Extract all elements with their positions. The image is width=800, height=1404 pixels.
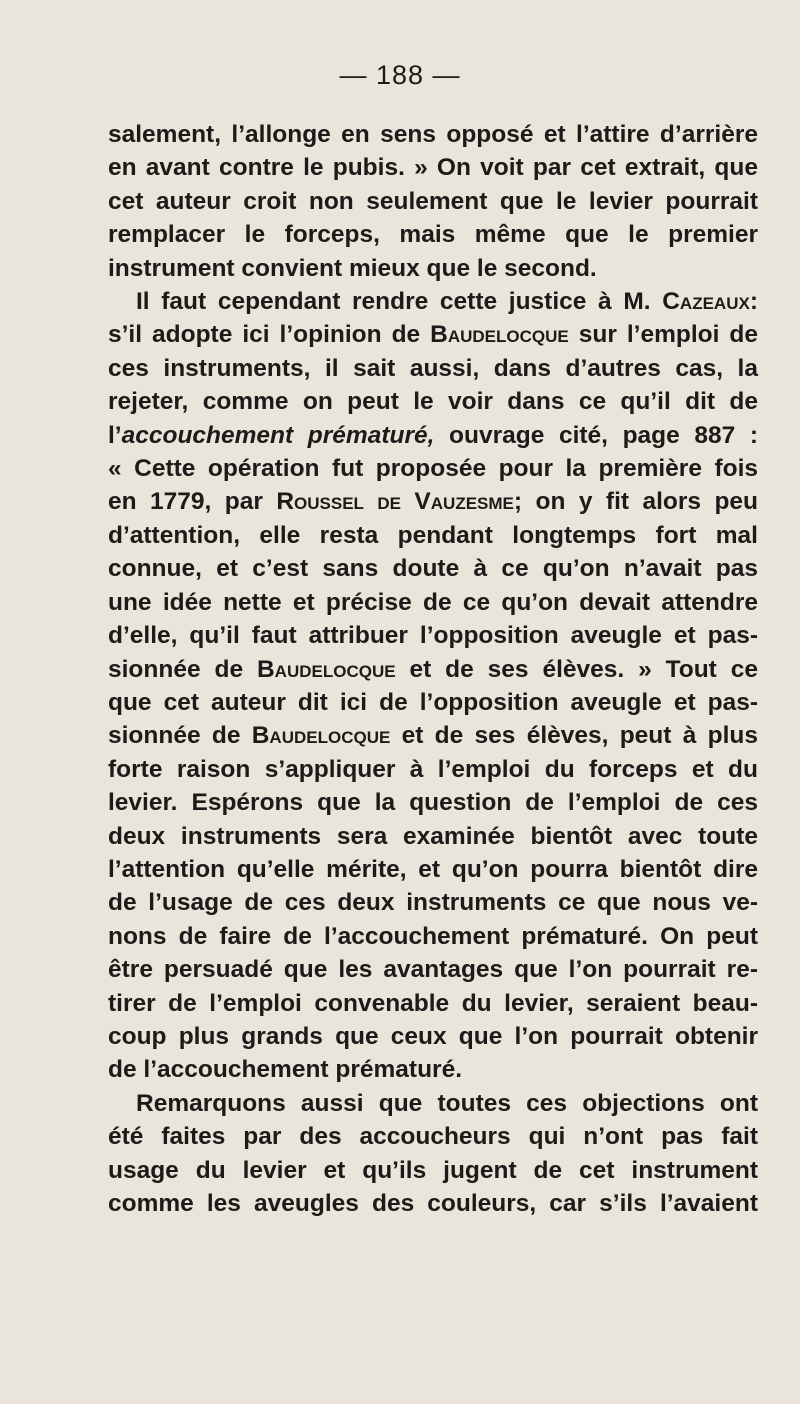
text-segment: :: [749, 288, 758, 316]
text-line: de l’usage de ces deux instruments ce que nous ve-: [108, 889, 758, 917]
text-line: [108, 719, 758, 752]
text-segment: et de ses élèves. » Tout ce: [409, 655, 758, 683]
text-segment: sur l’emploi de: [578, 321, 758, 349]
author-name: Baudelocque: [251, 722, 391, 750]
text-line: Remarquons aussi que toutes ces objections ont: [136, 1089, 758, 1117]
text-segment: en 1779, par: [108, 488, 263, 516]
author-name: Baudelocque: [430, 321, 569, 349]
author-name: Cazeaux: [662, 288, 750, 316]
text-line: été faites par des accoucheurs qui n’ont pas fait: [108, 1123, 758, 1151]
text-line: deux instruments sera examinée bientôt avec toute: [108, 822, 758, 850]
text-line: [108, 653, 758, 686]
text-line: l’attention qu’elle mérite, et qu’on pourra bientôt dire: [108, 855, 758, 883]
text-line: d’elle, qu’il faut attribuer l’opposition aveugle et pas-: [108, 622, 758, 650]
page-number: — 188 —: [339, 60, 461, 90]
text-line: nons de faire de l’accouchement prématuré. On peut: [108, 922, 758, 950]
text-line: être persuadé que les avantages que l’on pourrait re-: [108, 956, 758, 984]
text-line: coup plus grands que ceux que l’on pourrait obtenir: [108, 1022, 758, 1050]
text-line: forte raison s’appliquer à l’emploi du forceps et du: [108, 755, 758, 783]
text-line: comme les aveugles des couleurs, car s’ils l’avaient: [108, 1190, 758, 1217]
text-line: tirer de l’emploi convenable du levier, seraient beau-: [108, 989, 758, 1017]
text-line: salement, l’allonge en sens opposé et l’attire d’arrière: [108, 121, 758, 148]
text-segment: sionnée de: [108, 722, 241, 750]
text-line: [108, 285, 758, 318]
text-segment: sionnée de: [108, 655, 244, 683]
text-segment: ; on y fit alors peu: [513, 488, 759, 516]
text-line: en avant contre le pubis. » On voit par cet extrait, que: [108, 154, 758, 182]
text-line: [108, 318, 758, 351]
text-line: usage du levier et qu’ils jugent de cet instrument: [108, 1156, 758, 1184]
author-name: Roussel de Vauzesme: [276, 488, 514, 516]
text-line: ces instruments, il sait aussi, dans d’autres cas, la: [108, 354, 758, 382]
text-line: une idée nette et précise de ce qu’on devait attendre: [108, 588, 758, 616]
text-line: rejeter, comme on peut le voir dans ce qu’il dit de: [108, 388, 758, 416]
author-name: Baudelocque: [256, 655, 396, 683]
text-line: remplacer le forceps, mais même que le premier: [108, 221, 758, 249]
text-line: levier. Espérons que la question de l’emploi de ces: [108, 789, 758, 817]
body-text: [108, 118, 758, 1220]
text-line: d’attention, elle resta pendant longtemps fort mal: [108, 521, 758, 549]
text-line: de l’accouchement prématuré.: [108, 1056, 463, 1084]
text-line: [108, 485, 758, 518]
italic-title: accouchement prématuré,: [121, 421, 435, 449]
text-line: instrument convient mieux que le second.: [108, 254, 597, 282]
text-segment: Il faut cependant rendre cette justice à M.: [136, 288, 651, 316]
text-line: que cet auteur dit ici de l’opposition aveugle et pas-: [108, 688, 758, 716]
text-segment: ouvrage cité, page 887 :: [449, 421, 758, 449]
text-line: cet auteur croit non seulement que le levier pourrait: [108, 187, 758, 215]
text-segment: l’: [108, 421, 122, 449]
text-line: connue, et c’est sans doute à ce qu’on n’avait pas: [108, 555, 758, 583]
text-line: « Cette opération fut proposée pour la première fois: [108, 455, 758, 483]
text-line: [108, 419, 758, 452]
text-segment: s’il adopte ici l’opinion de: [108, 321, 421, 349]
text-segment: et de ses élèves, peut à plus: [401, 722, 758, 750]
